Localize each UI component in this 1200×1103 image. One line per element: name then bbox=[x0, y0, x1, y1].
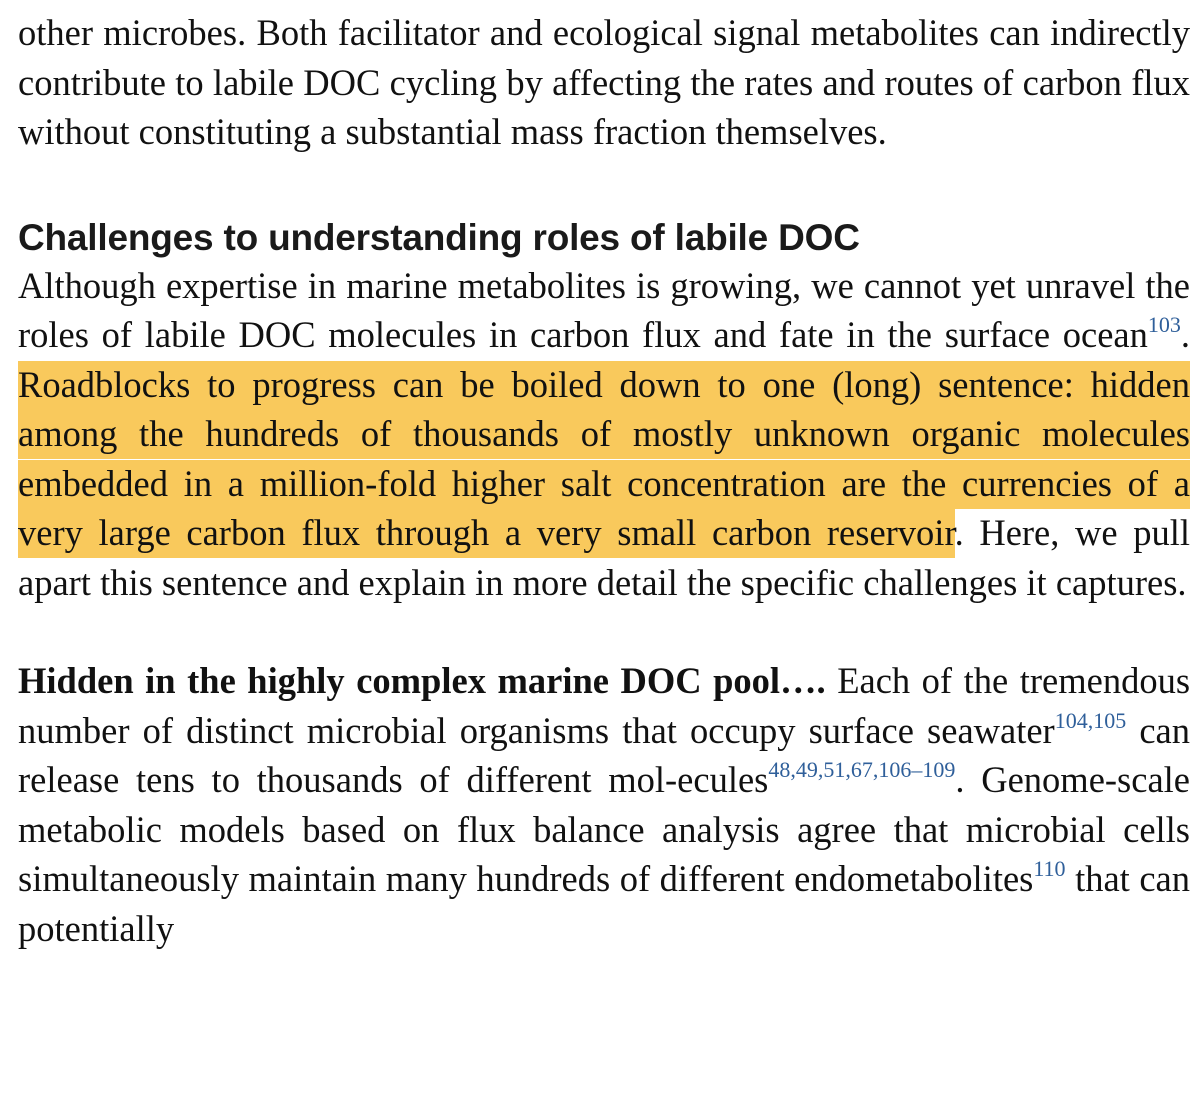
paragraph-challenges bbox=[18, 261, 1190, 608]
reference-link[interactable]: 110 bbox=[1033, 856, 1066, 881]
paragraph-text: that can potentially bbox=[18, 858, 1191, 949]
run-in-heading: Hidden in the highly complex marine DOC pool…. bbox=[18, 660, 826, 701]
paragraph-text: . Genome-scale metabolic models based on flux balance analysis agree that microbial cells simultaneously maintain many hundreds of different endometabolites bbox=[18, 759, 1190, 899]
paragraph-text: . Here, we pull apart this sentence and explain in more detail the specific challenges it captures. bbox=[18, 512, 1190, 603]
paragraph-continued bbox=[18, 8, 1190, 157]
paragraph-text: Although expertise in marine metabolites is growing, we cannot yet unravel the roles of labile DOC molecules in carbon flux and fate in the surface ocean bbox=[18, 264, 1190, 355]
paragraph-hidden-doc bbox=[18, 656, 1190, 953]
paragraph-text: can release tens to thousands of different mol-ecules bbox=[18, 709, 1190, 800]
paragraph-text: other microbes. Both facilitator and ecological signal metabolites can indirectly contribute to labile DOC cycling by affecting the rates and routes of carbon flux without constituting a substantial mass fraction themselves. bbox=[18, 12, 1190, 152]
paragraph-text: Each of the tremendous number of distinct microbial organisms that occupy surface seawater bbox=[18, 660, 1191, 751]
article-page bbox=[18, 0, 1190, 953]
highlighted-text: Roadblocks to progress can be boiled down to one (long) sentence: hidden among the hundreds of thousands of mostly unknown organic molecules embedded in a million-fold higher salt concentration are the currencies of a very large carbon flux through a very small carbon reservoir bbox=[18, 361, 1190, 559]
reference-link[interactable]: 103 bbox=[1147, 312, 1181, 337]
section-heading: Challenges to understanding roles of labile DOC bbox=[18, 216, 860, 258]
sentence-period: . bbox=[1180, 314, 1190, 355]
reference-link[interactable]: 48,49,51,67,106–109 bbox=[768, 757, 956, 782]
reference-link[interactable]: 104,105 bbox=[1054, 707, 1127, 733]
